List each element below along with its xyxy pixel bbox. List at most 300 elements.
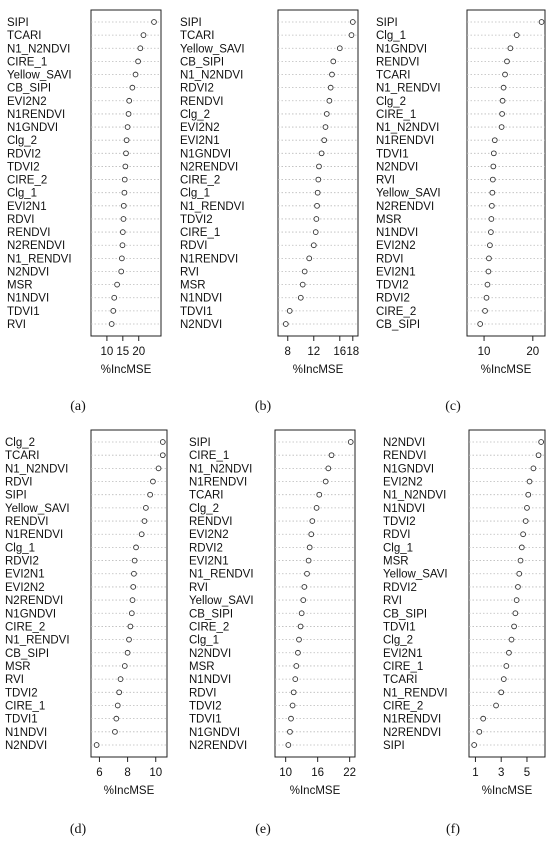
variable-label: N2NDVI: [7, 266, 50, 279]
data-point: [521, 532, 526, 537]
data-point: [503, 72, 508, 77]
panel-letter: (a): [70, 399, 86, 414]
variable-label: CIRE_2: [189, 621, 230, 634]
variable-label: Clg_2: [189, 502, 220, 515]
variable-label: SIPI: [189, 437, 211, 449]
variable-label: SIPI: [5, 489, 27, 502]
variable-label: N1NDVI: [189, 674, 232, 687]
variable-label: N1_N2NDVI: [5, 463, 69, 476]
data-point: [121, 203, 126, 208]
variable-label: N1_RENDVI: [7, 253, 72, 266]
variable-label: SIPI: [383, 740, 405, 752]
variable-label: EVI2N2: [5, 581, 45, 594]
data-point: [330, 72, 335, 77]
data-point: [291, 690, 296, 695]
variable-label: TDVI1: [189, 713, 222, 726]
x-tick-label: 22: [343, 767, 357, 779]
panel-letter: (d): [69, 822, 87, 837]
data-point: [113, 729, 118, 734]
variable-label: MSR: [376, 213, 402, 226]
x-axis-title: %IncMSE: [103, 785, 155, 797]
variable-label: N1RENDVI: [5, 529, 64, 542]
variable-label: N1GNDVI: [180, 148, 232, 161]
variable-label: N1GNDVI: [383, 463, 435, 476]
x-tick-label: 16: [311, 767, 325, 779]
data-point: [501, 85, 506, 90]
data-point: [489, 217, 494, 222]
variable-label: EVI2N2: [180, 122, 220, 135]
x-tick-label: 6: [96, 767, 103, 779]
data-point: [136, 59, 141, 64]
variable-label: N1NDVI: [5, 726, 48, 739]
data-point: [119, 269, 124, 274]
variable-label: TDVI2: [180, 213, 213, 226]
data-point: [329, 453, 334, 458]
data-point: [518, 558, 523, 563]
data-point: [160, 440, 165, 445]
x-tick-label: 12: [307, 346, 321, 358]
variable-label: N1NDVI: [7, 292, 50, 305]
x-axis-title: %IncMSE: [289, 785, 341, 797]
data-point: [115, 282, 120, 287]
data-point: [315, 190, 320, 195]
data-point: [478, 322, 483, 327]
variable-label: N1RENDVI: [383, 713, 442, 726]
variable-label: MSR: [383, 555, 409, 568]
data-point: [293, 677, 298, 682]
variable-label: EVI2N2: [7, 95, 47, 108]
data-point: [121, 217, 126, 222]
data-point: [302, 269, 307, 274]
variable-label: RVI: [5, 674, 24, 687]
data-point: [128, 624, 133, 629]
data-point: [327, 98, 332, 103]
plot-frame: [91, 10, 161, 336]
variable-label: N1_N2NDVI: [383, 489, 447, 502]
data-point: [139, 532, 144, 537]
data-point: [131, 585, 136, 590]
variable-label: N2NDVI: [383, 437, 426, 449]
variable-label: Clg_2: [376, 95, 407, 108]
data-point: [307, 256, 312, 261]
data-point: [290, 703, 295, 708]
variable-label: Clg_1: [5, 542, 36, 555]
x-tick-label: 20: [526, 346, 540, 358]
data-point: [305, 571, 310, 576]
variable-label: CB_SIPI: [383, 608, 428, 621]
variable-label: N1_N2NDVI: [189, 463, 253, 476]
data-point: [301, 598, 306, 603]
variable-label: Clg_1: [189, 634, 220, 647]
data-point: [527, 479, 532, 484]
variable-label: RDVI2: [383, 581, 417, 594]
data-point: [314, 505, 319, 510]
data-point: [314, 217, 319, 222]
variable-label: N1_N2NDVI: [7, 43, 71, 56]
variable-label: RVI: [180, 266, 199, 279]
variable-label: CB_SIPI: [376, 319, 421, 331]
data-point: [322, 138, 327, 143]
data-point: [513, 611, 518, 616]
variable-label: N2NDVI: [189, 647, 232, 660]
variable-label: RVI: [376, 174, 395, 187]
data-point: [300, 282, 305, 287]
variable-label: Yellow_SAVI: [5, 502, 70, 515]
variable-label: EVI2N1: [383, 647, 423, 660]
variable-label: RENDVI: [376, 56, 420, 69]
data-point: [315, 203, 320, 208]
variable-label: SIPI: [7, 17, 29, 29]
variable-label: TCARI: [5, 450, 40, 463]
data-point: [349, 33, 354, 38]
data-point: [151, 479, 156, 484]
variable-label: EVI2N1: [7, 200, 47, 213]
x-tick-label: 20: [132, 346, 146, 358]
data-point: [337, 46, 342, 51]
data-point: [298, 295, 303, 300]
data-point: [348, 440, 353, 445]
variable-label: RENDVI: [7, 227, 51, 240]
variable-label: Clg_2: [5, 437, 36, 449]
variable-label: N1RENDVI: [180, 253, 239, 266]
data-point: [120, 243, 125, 248]
data-point: [487, 256, 492, 261]
variable-label: TCARI: [376, 69, 411, 82]
panel-letter: (f): [446, 822, 460, 837]
data-point: [313, 230, 318, 235]
data-point: [117, 690, 122, 695]
variable-label: TDVI2: [189, 700, 222, 713]
variable-label: Clg_2: [180, 108, 211, 121]
variable-label: TDVI1: [7, 305, 40, 318]
x-tick-label: 16: [333, 346, 347, 358]
variable-label: EVI2N1: [5, 568, 45, 581]
data-point: [299, 611, 304, 616]
data-point: [514, 33, 519, 38]
data-point: [517, 571, 522, 576]
variable-label: RENDVI: [383, 450, 427, 463]
data-point: [500, 98, 505, 103]
plot-frame: [278, 10, 358, 336]
data-point: [512, 624, 517, 629]
variable-label: EVI2N2: [383, 476, 423, 489]
data-point: [287, 308, 292, 313]
x-tick-label: 10: [279, 767, 293, 779]
data-point: [134, 545, 139, 550]
data-point: [310, 519, 315, 524]
data-point: [122, 177, 127, 182]
variable-label: RVI: [7, 319, 26, 331]
data-point: [516, 585, 521, 590]
variable-label: TDVI1: [376, 148, 409, 161]
data-point: [539, 440, 544, 445]
variable-label: Clg_1: [383, 542, 414, 555]
data-point: [323, 479, 328, 484]
variable-label: CB_SIPI: [180, 56, 225, 69]
variable-label: SIPI: [180, 17, 202, 29]
variable-label: Clg_1: [7, 187, 38, 200]
data-point: [138, 46, 143, 51]
data-point: [481, 716, 486, 721]
data-point: [122, 664, 127, 669]
data-point: [489, 203, 494, 208]
variable-label: CIRE_2: [180, 174, 221, 187]
data-point: [472, 743, 477, 748]
data-point: [501, 677, 506, 682]
data-point: [331, 59, 336, 64]
data-point: [118, 677, 123, 682]
data-point: [311, 243, 316, 248]
data-point: [129, 611, 134, 616]
data-point: [317, 164, 322, 169]
variable-label: N1_RENDVI: [180, 200, 245, 213]
variable-label: CIRE_2: [5, 621, 46, 634]
data-point: [350, 20, 355, 25]
data-point: [483, 308, 488, 313]
data-point: [127, 637, 132, 642]
variable-label: TDVI1: [180, 305, 213, 318]
x-axis-title: %IncMSE: [292, 364, 344, 376]
data-point: [132, 571, 137, 576]
data-point: [509, 637, 514, 642]
variable-label: Clg_2: [383, 634, 414, 647]
variable-label: EVI2N1: [376, 266, 416, 279]
variable-label: RENDVI: [189, 516, 233, 529]
variable-label: TCARI: [180, 30, 215, 43]
data-point: [94, 743, 99, 748]
variable-label: N1_RENDVI: [5, 634, 70, 647]
variable-label: N2RENDVI: [5, 595, 64, 608]
data-point: [484, 295, 489, 300]
x-tick-label: 10: [149, 767, 163, 779]
data-point: [152, 20, 157, 25]
variable-label: CIRE_2: [383, 700, 424, 713]
data-point: [539, 20, 544, 25]
data-point: [309, 532, 314, 537]
variable-label: CIRE_1: [5, 700, 46, 713]
data-point: [133, 72, 138, 77]
variable-label: N2RENDVI: [383, 726, 442, 739]
x-tick-label: 3: [498, 767, 505, 779]
x-axis-title: %IncMSE: [481, 785, 533, 797]
variable-label: TDVI2: [376, 279, 409, 292]
variable-label: RDVI: [5, 476, 33, 489]
variable-label: EVI2N2: [189, 529, 229, 542]
data-point: [505, 59, 510, 64]
data-point: [123, 164, 128, 169]
data-point: [130, 85, 135, 90]
variable-label: RDVI2: [376, 292, 410, 305]
data-point: [525, 505, 530, 510]
x-tick-label: 8: [284, 346, 291, 358]
x-tick-label: 8: [124, 767, 131, 779]
variable-label: N1_RENDVI: [189, 568, 254, 581]
variable-label: TDVI2: [383, 516, 416, 529]
variable-label: N2RENDVI: [376, 200, 435, 213]
variable-label: N1_RENDVI: [383, 687, 448, 700]
variable-label: Yellow_SAVI: [189, 595, 254, 608]
data-point: [508, 46, 513, 51]
data-point: [132, 558, 137, 563]
data-point: [125, 125, 130, 130]
data-point: [490, 190, 495, 195]
variable-label: TCARI: [383, 674, 418, 687]
panel-letter: (c): [445, 399, 461, 414]
data-point: [485, 282, 490, 287]
variable-label: N2RENDVI: [7, 240, 66, 253]
variable-label: RDVI: [383, 529, 411, 542]
data-point: [156, 466, 161, 471]
data-point: [297, 637, 302, 642]
data-point: [328, 85, 333, 90]
variable-label: RVI: [189, 581, 208, 594]
data-point: [523, 519, 528, 524]
variable-label: RVI: [383, 595, 402, 608]
variable-label: N1_N2NDVI: [180, 69, 244, 82]
data-point: [120, 230, 125, 235]
data-point: [500, 112, 505, 117]
data-point: [536, 453, 541, 458]
data-point: [127, 98, 132, 103]
data-point: [316, 177, 321, 182]
x-tick-label: 10: [100, 346, 114, 358]
data-point: [490, 177, 495, 182]
variable-label: N1_N2NDVI: [376, 122, 440, 135]
variable-label: Clg_1: [376, 30, 407, 43]
variable-label: RDVI2: [7, 148, 41, 161]
data-point: [119, 256, 124, 261]
data-point: [143, 505, 148, 510]
data-point: [115, 703, 120, 708]
variable-label: CB_SIPI: [7, 82, 52, 95]
data-point: [288, 729, 293, 734]
data-point: [519, 545, 524, 550]
variable-label: MSR: [7, 279, 33, 292]
x-tick-label: 5: [523, 767, 531, 779]
data-point: [486, 269, 491, 274]
data-point: [286, 743, 291, 748]
data-point: [514, 598, 519, 603]
variable-label: N2NDVI: [5, 740, 48, 752]
variable-label: CIRE_1: [383, 660, 424, 673]
data-point: [326, 466, 331, 471]
data-point: [499, 690, 504, 695]
data-point: [526, 492, 531, 497]
variable-label: N1RENDVI: [7, 108, 66, 121]
variable-label: TCARI: [7, 30, 42, 43]
data-point: [492, 138, 497, 143]
variable-label: N1_RENDVI: [376, 82, 441, 95]
data-point: [507, 650, 512, 655]
variable-label: CIRE_1: [376, 108, 417, 121]
x-axis-title: %IncMSE: [100, 364, 152, 376]
panel-letter: (b): [254, 399, 272, 414]
variable-label: Yellow_SAVI: [383, 568, 448, 581]
variable-label: TCARI: [189, 489, 224, 502]
data-point: [298, 624, 303, 629]
panel-letter: (e): [255, 822, 271, 837]
variable-label: Clg_2: [7, 135, 38, 148]
data-point: [504, 664, 509, 669]
data-point: [141, 33, 146, 38]
chart-panel-5: [189, 430, 356, 837]
plot-frame: [91, 430, 167, 757]
data-point: [491, 164, 496, 169]
x-tick-label: 1: [472, 767, 479, 779]
variable-label: SIPI: [376, 17, 398, 29]
x-tick-label: 10: [477, 346, 491, 358]
variable-label: RDVI2: [180, 82, 214, 95]
variable-label: EVI2N1: [189, 555, 229, 568]
variable-label: CB_SIPI: [5, 647, 50, 660]
variable-label: CB_SIPI: [189, 608, 234, 621]
chart-panel-1: [7, 10, 161, 414]
x-tick-label: 18: [346, 346, 360, 358]
variable-label: N1NDVI: [376, 227, 419, 240]
x-tick-label: 15: [116, 346, 130, 358]
data-point: [126, 112, 131, 117]
variable-label: N1RENDVI: [189, 476, 248, 489]
data-point: [109, 322, 114, 327]
data-point: [491, 151, 496, 156]
variable-label: RENDVI: [5, 516, 49, 529]
variable-label: RDVI: [189, 687, 217, 700]
variable-label: Yellow_SAVI: [7, 69, 72, 82]
data-point: [319, 151, 324, 156]
data-point: [531, 466, 536, 471]
variable-label: MSR: [5, 660, 31, 673]
data-point: [130, 598, 135, 603]
variable-label: N2NDVI: [376, 161, 419, 174]
variable-label: N1GNDVI: [189, 726, 241, 739]
variable-label: N1NDVI: [180, 292, 223, 305]
data-point: [499, 125, 504, 130]
variable-label: Clg_1: [180, 187, 211, 200]
data-point: [125, 650, 130, 655]
plot-frame: [469, 430, 545, 757]
variable-label: RDVI: [180, 240, 208, 253]
variable-label: N1GNDVI: [7, 122, 59, 135]
chart-panel-6: [383, 430, 545, 837]
data-point: [306, 558, 311, 563]
data-point: [307, 545, 312, 550]
variable-label: TDVI2: [5, 687, 38, 700]
variable-label: CIRE_1: [189, 450, 230, 463]
data-point: [488, 230, 493, 235]
variable-label: N1NDVI: [383, 502, 426, 515]
variable-label: Yellow_SAVI: [376, 187, 441, 200]
variable-label: N2RENDVI: [189, 740, 248, 752]
data-point: [142, 519, 147, 524]
variable-label: MSR: [180, 279, 206, 292]
data-point: [289, 716, 294, 721]
data-point: [124, 151, 129, 156]
x-axis-title: %IncMSE: [480, 364, 532, 376]
data-point: [488, 243, 493, 248]
data-point: [122, 190, 127, 195]
data-point: [324, 112, 329, 117]
variable-label: EVI2N1: [180, 135, 220, 148]
variable-label: EVI2N2: [376, 240, 416, 253]
variable-label: TDVI2: [7, 161, 40, 174]
variable-label: MSR: [189, 660, 215, 673]
data-point: [124, 138, 129, 143]
chart-panel-3: [376, 10, 545, 414]
data-point: [112, 295, 117, 300]
variable-label: TDVI1: [383, 621, 416, 634]
variable-label: CIRE_1: [7, 56, 48, 69]
variable-label: TDVI1: [5, 713, 38, 726]
